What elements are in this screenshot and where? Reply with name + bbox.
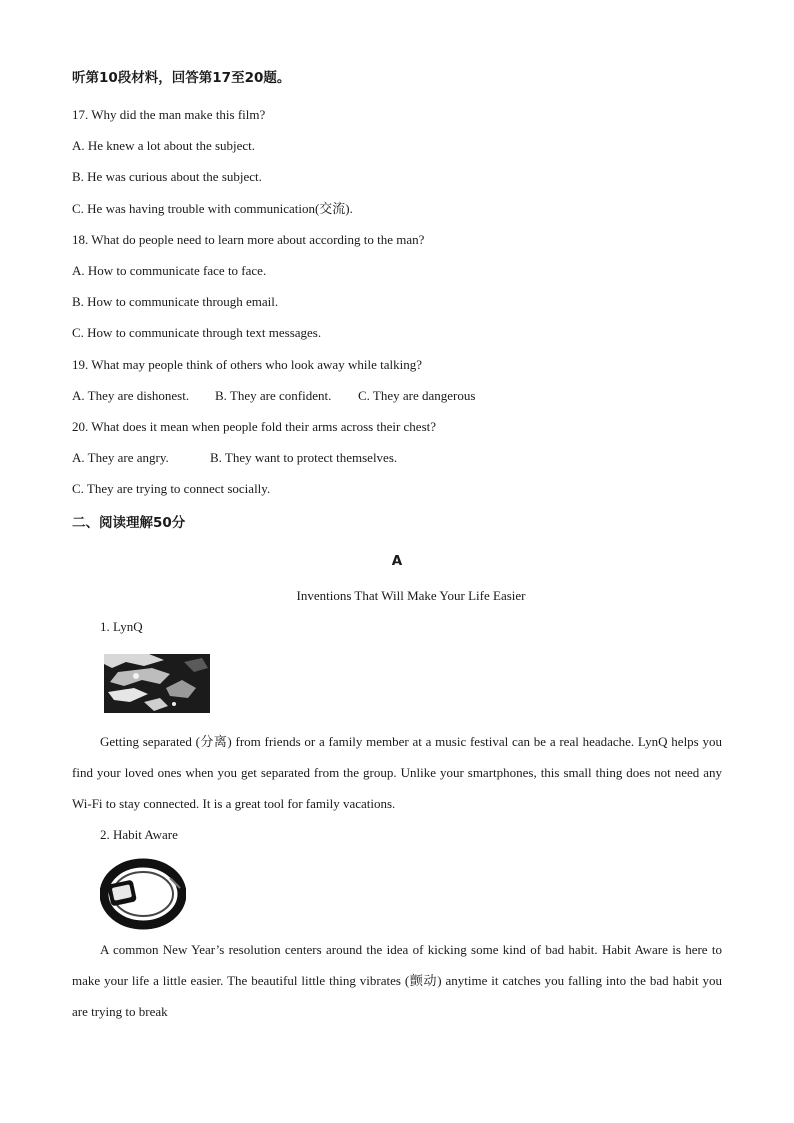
- reading-section-heading: 二、阅读理解50分: [72, 515, 186, 531]
- question-18-option-c: C. How to communicate through text messages.: [72, 325, 322, 340]
- listening-section-heading: 听第10段材料，回答第17至20题。: [72, 70, 291, 86]
- item-2-paragraph: A common New Year’s resolution centers around the idea of kicking some kind of bad habit. Habit Aware is here to make your life a little easier. The beautiful little thing vibrates (颤动) anytime it catches you falling into the bad habit you are trying to break: [72, 942, 722, 1019]
- question-20-option-c: C. They are trying to connect socially.: [72, 481, 271, 496]
- question-20-stem: 20. What does it mean when people fold their arms across their chest?: [72, 419, 437, 434]
- question-19-option-b: B. They are confident.: [215, 388, 332, 403]
- lynq-photo: [104, 654, 210, 713]
- question-20-option-b: B. They want to protect themselves.: [210, 450, 398, 465]
- passage-title: Inventions That Will Make Your Life Easier: [296, 588, 526, 603]
- item-1-paragraph: Getting separated (分离) from friends or a family member at a music festival can be a real headache. LynQ helps you find your loved ones when you get separated from the group. Unlike your smartphones, this small thing does not need any Wi-Fi to stay connected. It is a great tool for family vacations.: [72, 734, 722, 811]
- question-18-stem: 18. What do people need to learn more about according to the man?: [72, 232, 425, 247]
- question-20-options: [72, 450, 397, 466]
- question-17-option-a: A. He knew a lot about the subject.: [72, 138, 256, 153]
- question-17-option-c: C. He was having trouble with communication(交流).: [72, 201, 353, 216]
- item-1-heading: 1. LynQ: [100, 619, 143, 634]
- question-19-option-c: C. They are dangerous: [358, 388, 476, 403]
- question-18-option-b: B. How to communicate through email.: [72, 294, 279, 309]
- question-18-option-a: A. How to communicate face to face.: [72, 263, 267, 278]
- question-17-stem: 17. Why did the man make this film?: [72, 107, 266, 122]
- question-19-option-a: A. They are dishonest.: [72, 388, 190, 403]
- question-19-stem: 19. What may people think of others who look away while talking?: [72, 357, 422, 372]
- passage-letter: A: [391, 553, 403, 569]
- question-19-options: [72, 388, 475, 404]
- habit-aware-wristband-image: [100, 858, 186, 930]
- question-17-option-b: B. He was curious about the subject.: [72, 169, 262, 184]
- item-2-heading: 2. Habit Aware: [100, 827, 178, 842]
- question-20-option-a: A. They are angry.: [72, 450, 169, 465]
